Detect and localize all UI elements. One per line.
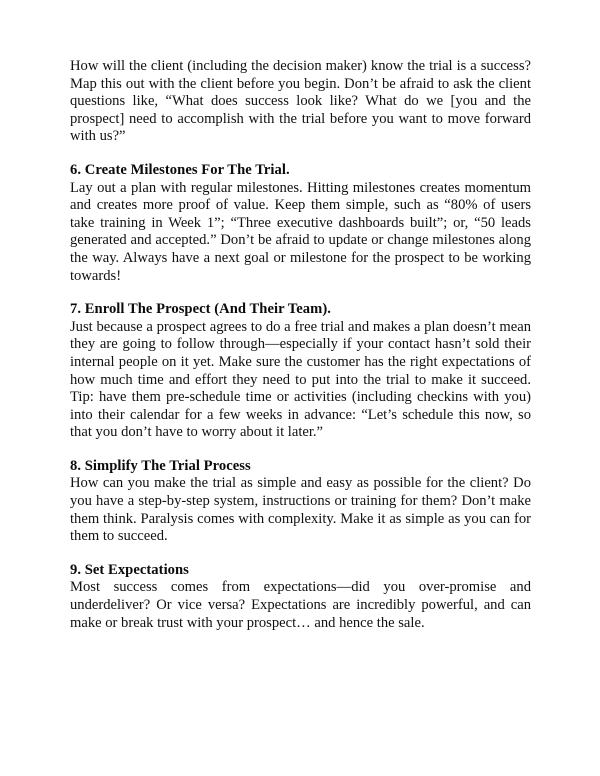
section-6-body: Lay out a plan with regular milestones. Hitting milestones creates momentum and creates more proof of value. Keep them simple, such as “80% of users take training in Week 1”; “Three executive dashboards built”; or, “50 leads generated and accepted.” Don’t be afraid to update or change milestones along the way. Always have a next goal or milestone for the prospect to be working towards! (70, 179, 531, 284)
section-8-body: How can you make the trial as simple and easy as possible for the client? Do you have a step-by-step system, instructions or training for them? Don’t make them think. Paralysis comes with complexity. Make it as simple as you can for them to succeed. (70, 475, 531, 545)
section-8-heading: 8. Simplify The Trial Process (70, 457, 251, 474)
section-7-body: Just because a prospect agrees to do a free trial and makes a plan doesn’t mean they are going to follow through—especially if your contact hasn’t sold their internal people on it yet. Make sure the customer has the right expectations of how much time and effort they need to put into the trial to make it succeed. Tip: have them pre-schedule time or activities (including checkins with you) into their calendar for a few weeks in advance: “Let’s schedule this now, so that you don’t have to worry about it later.” (70, 318, 531, 441)
document-text-column (70, 58, 531, 632)
section-8 (70, 458, 531, 546)
section-9 (70, 562, 531, 632)
section-7-heading: 7. Enroll The Prospect (And Their Team). (70, 301, 331, 318)
section-7 (70, 301, 531, 442)
section-6-heading: 6. Create Milestones For The Trial. (70, 161, 290, 178)
section-6 (70, 162, 531, 285)
intro-paragraph: How will the client (including the decision maker) know the trial is a success? Map this out with the client before you begin. Don’t be afraid to ask the client questions like, “What does success look like? What do we [you and the prospect] need to accomplish with the trial before you want to move forward with us?” (70, 58, 531, 145)
section-9-body: Most success comes from expectations—did you over-promise and underdeliver? Or vice versa? Expectations are incredibly powerful, and can make or break trust with your prospect… and hence the sale. (70, 579, 531, 631)
section-9-heading: 9. Set Expectations (70, 561, 189, 578)
